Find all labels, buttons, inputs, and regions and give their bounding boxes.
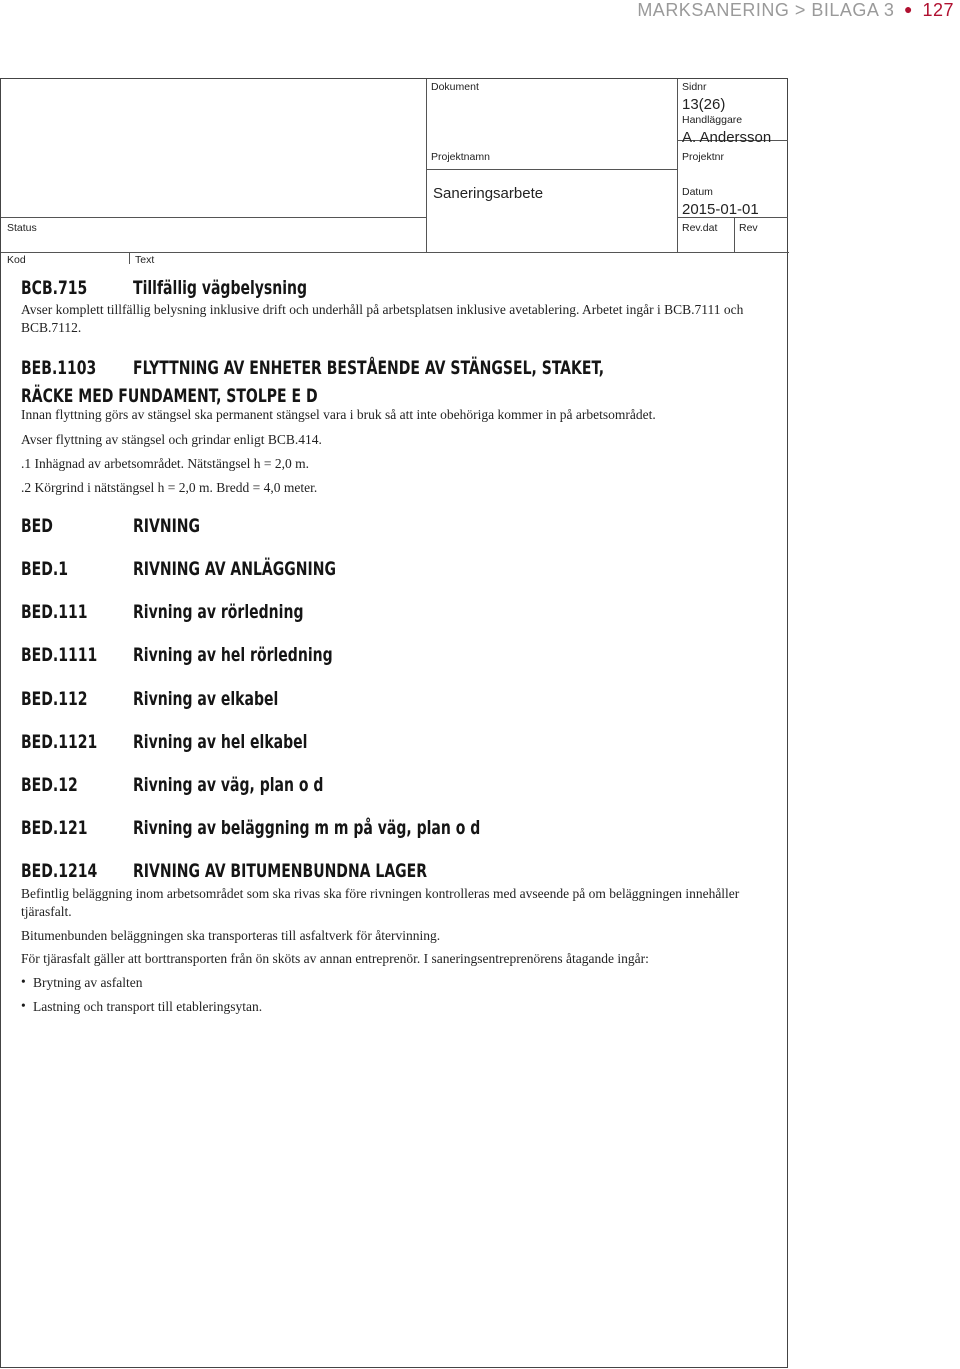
sidnr-label: Sidnr (682, 81, 707, 93)
header-appendix: BILAGA 3 (811, 0, 895, 20)
heading-code: BED.1111 (21, 644, 98, 666)
handlaggare-label: Handläggare (682, 114, 743, 126)
paragraph: Avser komplett tillfällig belysning inklusive drift och underhåll på arbetsplatsen inklusive avetablering. Arbetet ingår i BCB.7111 och BCB.7112. (21, 302, 744, 335)
section-title: FLYTTNING AV ENHETER BESTÅENDE AV STÄNGSEL, STAKET, (133, 357, 605, 379)
datum-value: 2015-01-01 (682, 201, 759, 218)
sidnr-value: 13(26) (682, 96, 726, 113)
divider (129, 252, 130, 264)
header-section: MARKSANERING (637, 0, 790, 20)
dokument-label: Dokument (431, 81, 479, 93)
heading-code: BED.111 (21, 601, 88, 623)
projektnamn-value: Saneringsarbete (433, 185, 544, 202)
heading-title: Rivning av beläggning m m på väg, plan o d (133, 817, 481, 839)
paragraph: .1 Inhägnad av arbetsområdet. Nätstängsel h = 2,0 m. (21, 456, 310, 471)
divider (677, 79, 678, 252)
revdat-label: Rev.dat (682, 222, 718, 234)
paragraph: Innan flyttning görs av stängsel ska permanent stängsel vara i bruk så att inte obehöriga kommer in på arbetsområdet. (21, 407, 656, 422)
paragraph: Bitumenbunden beläggningen ska transporteras till asfaltverk för återvinning. (21, 928, 441, 943)
section-title-cont: RÄCKE MED FUNDAMENT, STOLPE E D (21, 385, 318, 407)
datum-label: Datum (682, 186, 713, 198)
heading-title: RIVNING AV ANLÄGGNING (133, 558, 336, 580)
projektnr-label: Projektnr (682, 151, 725, 163)
heading-title: Rivning av hel elkabel (133, 731, 308, 753)
bullet-icon: • (21, 974, 26, 989)
divider (426, 79, 427, 252)
divider (426, 169, 677, 170)
paragraph: För tjärasfalt gäller att borttransporten från ön sköts av annan entreprenör. I saneringsentreprenörens åtagande ingår: (21, 951, 649, 966)
paragraph: .2 Körgrind i nätstängsel h = 2,0 m. Bredd = 4,0 meter. (21, 480, 318, 495)
bullet-icon: • (21, 998, 26, 1013)
list-item: Brytning av asfalten (33, 975, 143, 990)
kod-label: Kod (7, 254, 26, 266)
heading-code: BED.1 (21, 558, 68, 580)
handlaggare-value: A. Andersson (682, 129, 772, 146)
status-label: Status (7, 222, 37, 234)
section-title: Tillfällig vägbelysning (133, 277, 308, 299)
heading-title: RIVNING (133, 515, 201, 537)
heading-title: Rivning av rörledning (133, 601, 304, 623)
page-number: 127 (922, 0, 954, 20)
heading-code: BED.112 (21, 688, 88, 710)
heading-title: Rivning av elkabel (133, 688, 279, 710)
heading-code: BED.12 (21, 774, 78, 796)
text-label: Text (135, 254, 155, 266)
heading-title: Rivning av väg, plan o d (133, 774, 324, 796)
list-item: Lastning och transport till etableringsytan. (33, 999, 263, 1014)
paragraph: Befintlig beläggning inom arbetsområdet som ska rivas ska före rivningen kontrolleras med avseende på om beläggningen innehåller tjärasfalt. (21, 886, 740, 919)
section-code: BED.1214 (21, 860, 98, 882)
section-code: BEB.1103 (21, 357, 97, 379)
divider (1, 252, 789, 253)
rev-label: Rev (739, 222, 758, 234)
bullet-dot-icon: ● (903, 1, 913, 17)
divider (1, 217, 426, 218)
section-code: BCB.715 (21, 277, 88, 299)
heading-title: Rivning av hel rörledning (133, 644, 333, 666)
header-separator: > (794, 0, 806, 20)
section-title: RIVNING AV BITUMENBUNDNA LAGER (133, 860, 428, 882)
heading-code: BED (21, 515, 53, 537)
projektnamn-label: Projektnamn (431, 151, 490, 163)
running-header (637, 0, 954, 22)
heading-code: BED.1121 (21, 731, 98, 753)
paragraph: Avser flyttning av stängsel och grindar enligt BCB.414. (21, 432, 322, 447)
heading-code: BED.121 (21, 817, 88, 839)
divider (734, 217, 735, 252)
document-frame (0, 78, 788, 1368)
